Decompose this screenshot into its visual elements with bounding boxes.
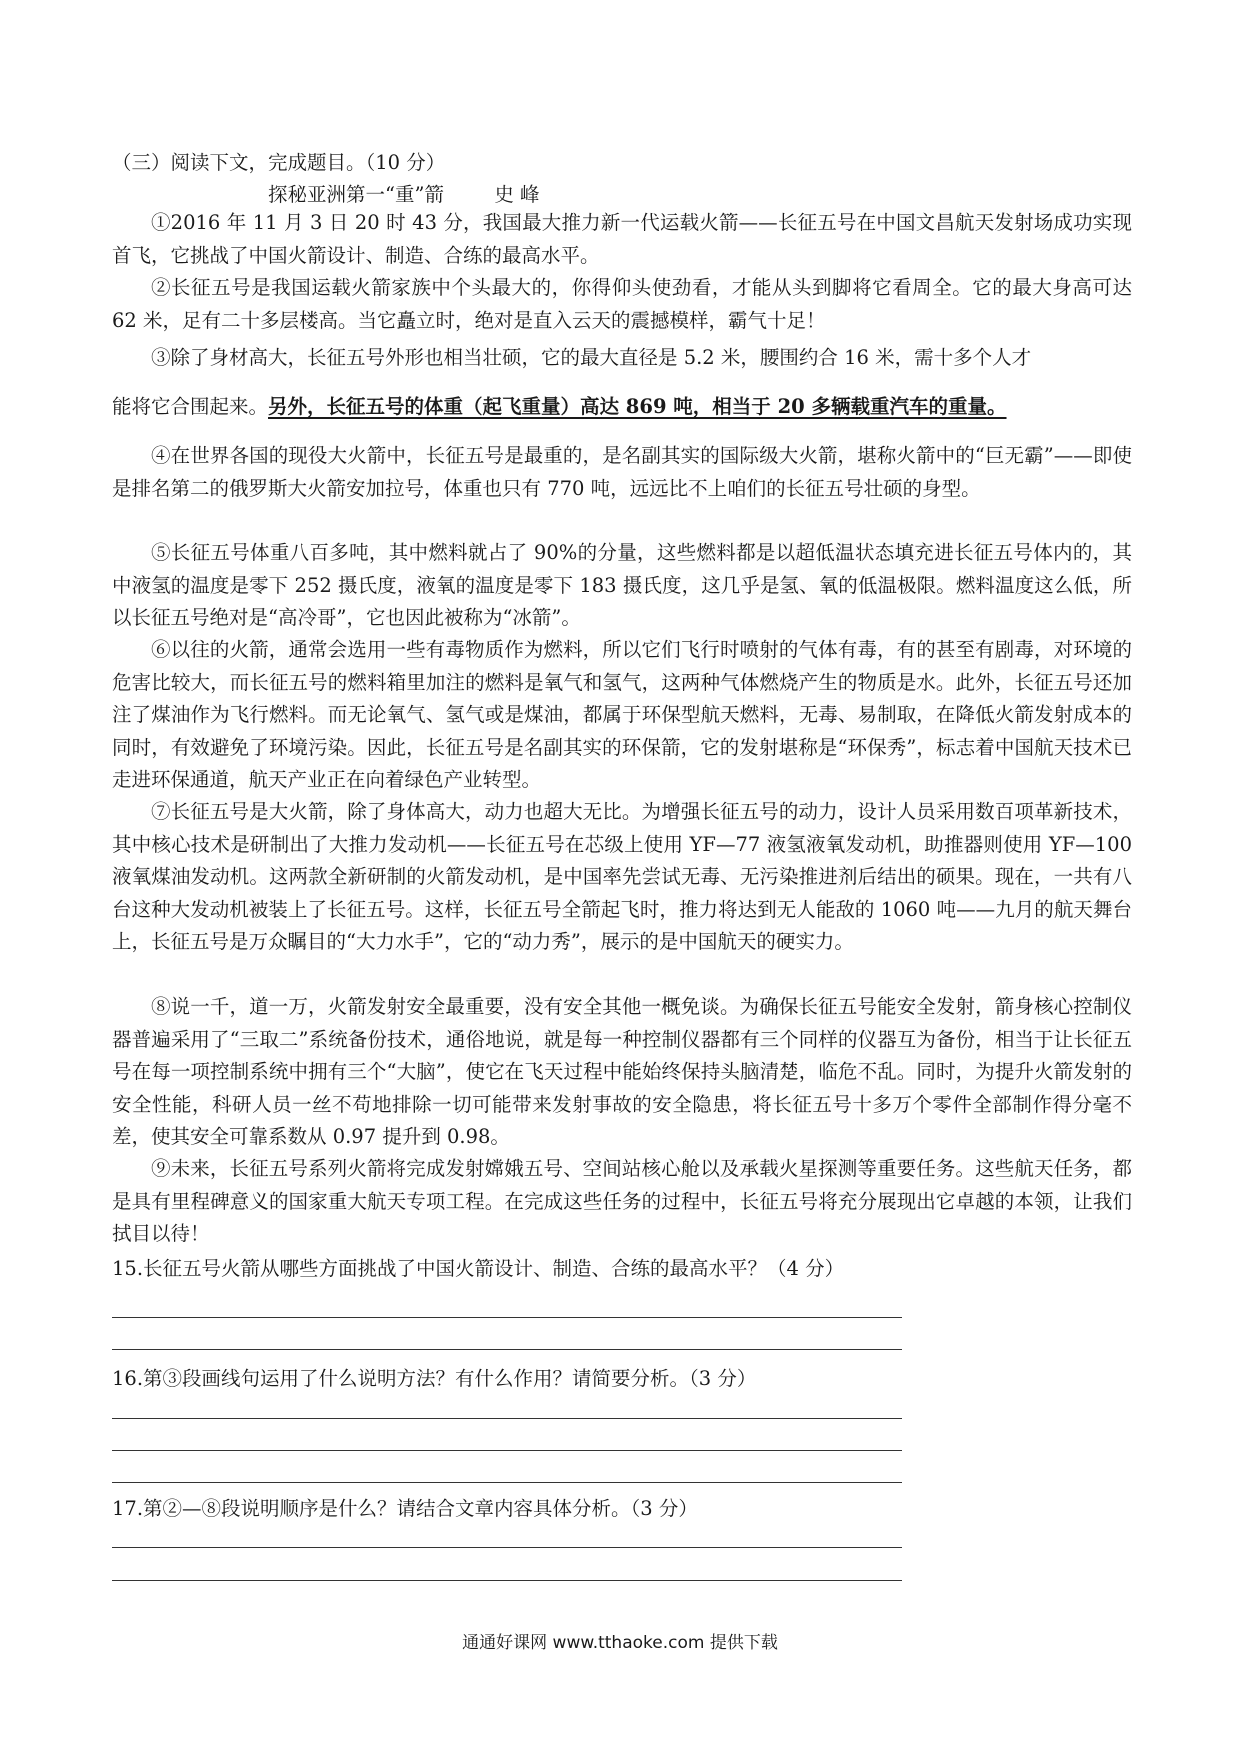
- article-title: [268, 182, 540, 208]
- underlined-sentence: 另外，长征五号的体重（起飞重量）高达 869 吨，相当于 20 多辆载重汽车的重量。: [268, 395, 1007, 418]
- paragraph-5: ⑤长征五号体重八百多吨，其中燃料就占了 90%的分量，这些燃料都是以超低温状态填充进长征五号体内的，其中液氢的温度是零下 252 摄氏度，液氧的温度是零下 183 摄氏度，这几乎是氢、氧的低温极限。燃料温度这么低，所以长征五号绝对是“高冷哥”，它也因此被称为“冰箭”。: [112, 541, 1132, 629]
- answer-line[interactable]: [112, 1580, 902, 1581]
- answer-line[interactable]: [112, 1349, 902, 1350]
- answer-line[interactable]: [112, 1418, 902, 1419]
- answer-line[interactable]: [112, 1547, 902, 1548]
- page-footer: 通通好课网 www.tthaoke.com 提供下载: [462, 1633, 778, 1653]
- article-author: 史 峰: [494, 183, 540, 206]
- section-header: （三）阅读下文，完成题目。（10 分）: [112, 151, 446, 174]
- answer-line[interactable]: [112, 1317, 902, 1318]
- paragraph-3-line-2: [112, 394, 1007, 420]
- paragraph-4: ④在世界各国的现役大火箭中，长征五号是最重的，是名副其实的国际级大火箭，堪称火箭中的“巨无霸”——即使是排名第二的俄罗斯大火箭安加拉号，体重也只有 770 吨，远远比不上咱们的长征五号壮硕的身型。: [112, 444, 1132, 500]
- paragraph-9: ⑨未来，长征五号系列火箭将完成发射嫦娥五号、空间站核心舱以及承载火星探测等重要任务。这些航天任务，都是具有里程碑意义的国家重大航天专项工程。在完成这些任务的过程中，长征五号将充分展现出它卓越的本领，让我们拭目以待！: [112, 1157, 1132, 1245]
- answer-line[interactable]: [112, 1450, 902, 1451]
- answer-line[interactable]: [112, 1482, 902, 1483]
- paragraph-3-plain-text: 能将它合围起来。: [112, 395, 269, 418]
- paragraph-8: ⑧说一千，道一万，火箭发射安全最重要，没有安全其他一概免谈。为确保长征五号能安全发射，箭身核心控制仪器普遍采用了“三取二”系统备份技术，通俗地说，就是每一种控制仪器都有三个同样的仪器互为备份，相当于让长征五号在每一项控制系统中拥有三个“大脑”，使它在飞天过程中能始终保持头脑清楚，临危不乱。同时，为提升火箭发射的安全性能，科研人员一丝不苟地排除一切可能带来发射事故的安全隐患，将长征五号十多万个零件全部制作得分毫不差，使其安全可靠系数从 0.97 提升到 0.98。: [112, 995, 1132, 1148]
- question-16: 16.第③段画线句运用了什么说明方法？有什么作用？请简要分析。（3 分）: [112, 1367, 757, 1390]
- paragraph-6: ⑥以往的火箭，通常会选用一些有毒物质作为燃料，所以它们飞行时喷射的气体有毒，有的甚至有剧毒，对环境的危害比较大，而长征五号的燃料箱里加注的燃料是氧气和氢气，这两种气体燃烧产生的物质是水。此外，长征五号还加注了煤油作为飞行燃料。而无论氧气、氢气或是煤油，都属于环保型航天燃料，无毒、易制取，在降低火箭发射成本的同时，有效避免了环境污染。因此，长征五号是名副其实的环保箭，它的发射堪称是“环保秀”，标志着中国航天技术已走进环保通道，航天产业正在向着绿色产业转型。: [112, 638, 1132, 791]
- question-15: 15.长征五号火箭从哪些方面挑战了中国火箭设计、制造、合练的最高水平？（4 分）: [112, 1257, 845, 1280]
- paragraph-3-line-1: ③除了身材高大，长征五号外形也相当壮硕，它的最大直径是 5.2 米，腰围约合 16 米，需十多个人才: [151, 346, 1032, 369]
- paragraph-7: ⑦长征五号是大火箭，除了身体高大，动力也超大无比。为增强长征五号的动力，设计人员采用数百项革新技术，其中核心技术是研制出了大推力发动机——长征五号在芯级上使用 YF—77 液氢液氧发动机，助推器则使用 YF—100 液氧煤油发动机。这两款全新研制的火箭发动机，是中国率先尝试无毒、无污染推进剂后结出的硕果。现在，一共有八台这种大发动机被装上了长征五号。这样，长征五号全箭起飞时，推力将达到无人能敌的 1060 吨——九月的航天舞台上，长征五号是万众瞩目的“大力水手”，它的“动力秀”，展示的是中国航天的硬实力。: [112, 800, 1132, 953]
- article-title-text: 探秘亚洲第一“重”箭: [268, 183, 444, 206]
- paragraph-1: ①2016 年 11 月 3 日 20 时 43 分，我国最大推力新一代运载火箭——长征五号在中国文昌航天发射场成功实现首飞，它挑战了中国火箭设计、制造、合练的最高水平。: [112, 211, 1132, 267]
- paragraph-2: ②长征五号是我国运载火箭家族中个头最大的，你得仰头使劲看，才能从头到脚将它看周全。它的最大身高可达 62 米，足有二十多层楼高。当它矗立时，绝对是直入云天的震撼模样，霸气十足！: [112, 276, 1132, 332]
- question-17: 17.第②—⑧段说明顺序是什么？请结合文章内容具体分析。（3 分）: [112, 1497, 698, 1520]
